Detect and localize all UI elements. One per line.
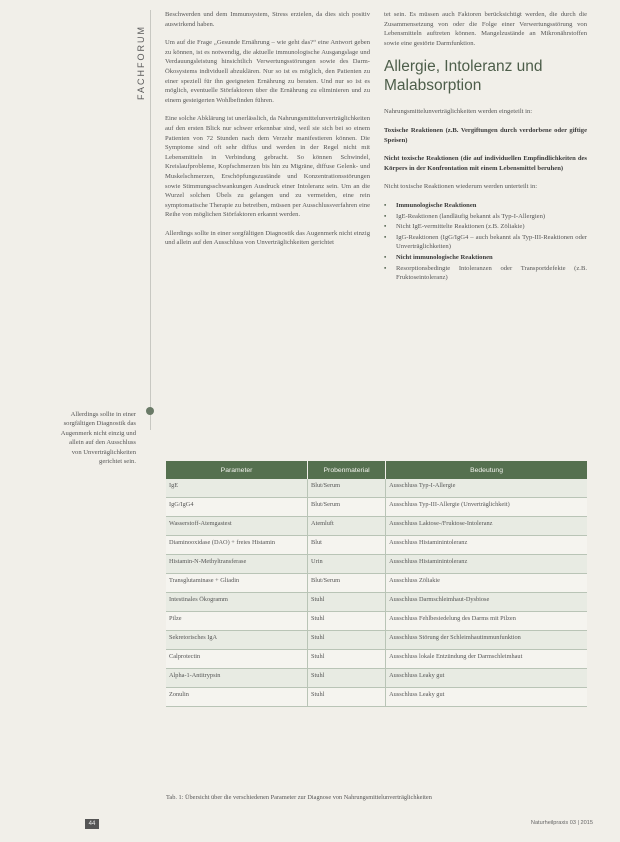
- table-cell: Urin: [308, 555, 386, 574]
- table-cell: Ausschluss Leaky gut: [386, 669, 587, 688]
- paragraph: Nicht toxische Reaktionen wiederum werden unterteilt in:: [384, 183, 538, 191]
- table-cell: Stuhl: [308, 631, 386, 650]
- paragraph: Allerdings sollte in einer sorgfältigen Diagnostik das Augenmerk nicht einzig und allein auf den Ausschluss von Unverträglichkeiten gerichtet: [165, 229, 370, 247]
- table-row: [166, 650, 587, 669]
- reaction-list: [384, 201, 587, 283]
- section-heading: Allergie, Intoleranz und Malabsorption: [384, 58, 543, 95]
- list-item: • IgG-Reaktionen (IgG/IgG4 – auch bekannt als Typ-III-Reaktionen oder Unverträglichkeiten): [384, 233, 587, 252]
- table-cell: Ausschluss Histaminintoleranz: [386, 536, 587, 555]
- table-cell: Ausschluss lokale Entzündung der Darmschleimhaut: [386, 650, 587, 669]
- column-header: Probenmaterial: [308, 461, 386, 479]
- margin-note: Allerdings sollte in einer sorgfältigen Diagnostik das Augenmerk nicht einzig und allein auf den Ausschluss von Unverträglichkeiten gerichtet sein.: [60, 411, 136, 466]
- table-cell: Ausschluss Typ-I-Allergie: [386, 479, 587, 498]
- column-header: Parameter: [166, 461, 308, 479]
- table-row: [166, 536, 587, 555]
- table-cell: Stuhl: [308, 688, 386, 707]
- left-column: [165, 10, 370, 257]
- table-cell: Blut/Serum: [308, 479, 386, 498]
- table-cell: Stuhl: [308, 650, 386, 669]
- table-cell: Ausschluss Typ-III-Allergie (Unverträglichkeit): [386, 498, 587, 517]
- list-item: • IgE-Reaktionen (landläufig bekannt als Typ-I-Allergien): [384, 212, 587, 222]
- list-item: • Nicht IgE-vermittelte Reaktionen (z.B. Zöliakie): [384, 222, 587, 232]
- table-row: [166, 669, 587, 688]
- table-row: [166, 555, 587, 574]
- table-cell: Ausschluss Leaky gut: [386, 688, 587, 707]
- table-row: [166, 517, 587, 536]
- list-item: • Nicht immunologische Reaktionen: [384, 253, 587, 263]
- toxic-reactions: Toxische Reaktionen (z.B. Vergiftungen durch verdorbene oder giftige Speisen): [384, 126, 587, 144]
- table-cell: Calprotectin: [166, 650, 308, 669]
- table-cell: Zonulin: [166, 688, 308, 707]
- table-cell: Ausschluss Laktose-/Fruktose-Intoleranz: [386, 517, 587, 536]
- table-body: [166, 479, 587, 707]
- table-row: [166, 593, 587, 612]
- table-cell: Blut/Serum: [308, 574, 386, 593]
- paragraph: Eine solche Abklärung ist unerlässlich, da Nahrungsmittelunverträglichkeiten auf den ersten Blick nur schwer erkennbar sind, weil sie sich bei so einem Patienten von 72 Stunden nach dem Verzehr manifestieren können. Die Symptome sind oft sehr diffus und werden in der Regel nicht mit Lebensmitteln in Verbindung gebracht. So können Schwindel, Kreislaufprobleme, Kopfschmerzen bis hin zu Migräne, diffuse Gelenk- und Muskelschmerzen, Erschöpfungszustände und Konzentrationsstörungen sowie Stimmungsschwankungen Ausdruck einer Intoleranz sein. Um an die Wurzel solchen Übels zu gelangen und zu vermeiden, eine rein symptomatische Therapie zu betreiben, müssen per Ausschlussverfahren eine Reihe von möglichen Störfaktoren erkannt werden.: [165, 115, 370, 219]
- column-header: Bedeutung: [386, 461, 587, 479]
- footer-text: Naturheilpraxis 03 | 2015: [530, 820, 593, 826]
- table-cell: Ausschluss Zöliakie: [386, 574, 587, 593]
- table-cell: Ausschluss Störung der Schleimhautimmunfunktion: [386, 631, 587, 650]
- nontoxic-reactions: Nicht toxische Reaktionen (die auf individuellen Empfindlichkeiten des Körpers in der Konfrontation mit einem Lebensmittel beruhen): [384, 155, 587, 172]
- table-cell: Blut/Serum: [308, 498, 386, 517]
- table-cell: Pilze: [166, 612, 308, 631]
- table-caption: Tab. 1: Übersicht über die verschiedenen Parameter zur Diagnose von Nahrungsmittelunverträglichkeiten: [166, 794, 432, 801]
- list-item: • Immunologische Reaktionen: [384, 201, 587, 211]
- page-number: 44: [85, 819, 99, 829]
- table-cell: IgG/IgG4: [166, 498, 308, 517]
- table-cell: Stuhl: [308, 593, 386, 612]
- bullet-marker-icon: [146, 407, 154, 415]
- paragraph: tet sein. Es müssen auch Faktoren berücksichtigt werden, die durch die Zusammensetzung von oder die Folge einer Verwertungsstörung von Lebensmitteln auftreten können. Mangelzustände an Mikronährstoffen sowie eine gestörte Darmfunktion.: [384, 11, 587, 47]
- paragraph: Um auf die Frage „Gesunde Ernährung – wie geht das?“ eine Antwort geben zu können, ist es notwendig, die aktuelle immunologische Ausgangslage und Verdauungsleistung hinsichtlich Verwertungsstörungen sowie des Darm-Ökosystems individuell abzuklären. Nur so ist es möglich, den Patienten zu einer speziell für ihn geeigneten Ernährung zu beraten. Und nur so ist es möglich, eventuelle Störfaktoren über die Ernährung zu eliminieren und zu einem gesteigerten Wohlbefinden führen.: [165, 39, 370, 104]
- table-cell: Histamin-N-Methyltransferase: [166, 555, 308, 574]
- table-row: [166, 498, 587, 517]
- table-cell: Stuhl: [308, 612, 386, 631]
- table-cell: Intestinales Ökogramm: [166, 593, 308, 612]
- table-cell: Transglutaminase + Gliadin: [166, 574, 308, 593]
- table-cell: Wasserstoff-Atemgastest: [166, 517, 308, 536]
- table-cell: Ausschluss Darmschleimhaut-Dysbiose: [386, 593, 587, 612]
- table-row: [166, 631, 587, 650]
- table-cell: IgE: [166, 479, 308, 498]
- column-divider: [150, 10, 151, 430]
- paragraph: Beschwerden und dem Immunsystem, Stress erzielen, da dies sich positiv auswirkend haben.: [165, 11, 370, 28]
- table-row: [166, 574, 587, 593]
- right-column: [384, 10, 587, 284]
- table-cell: Blut: [308, 536, 386, 555]
- table-cell: Ausschluss Histaminintoleranz: [386, 555, 587, 574]
- table-cell: Diaminooxidase (DAO) + freies Histamin: [166, 536, 308, 555]
- section-tag: FACHFORUM: [136, 25, 146, 100]
- list-item: • Resorptionsbedingte Intoleranzen oder Transportdefekte (z.B. Fruktoseintoleranz): [384, 264, 587, 283]
- table-row: [166, 612, 587, 631]
- table-cell: Alpha-1-Antitrypsin: [166, 669, 308, 688]
- table-row: [166, 688, 587, 707]
- parameter-table: [166, 461, 587, 707]
- table-cell: Atemluft: [308, 517, 386, 536]
- table-cell: Stuhl: [308, 669, 386, 688]
- paragraph: Nahrungsmittelunverträglichkeiten werden eingeteilt in:: [384, 108, 533, 116]
- table-cell: Sekretorisches IgA: [166, 631, 308, 650]
- table-header-row: [166, 461, 587, 479]
- table-cell: Ausschluss Fehlbesiedelung des Darms mit Pilzen: [386, 612, 587, 631]
- table-row: [166, 479, 587, 498]
